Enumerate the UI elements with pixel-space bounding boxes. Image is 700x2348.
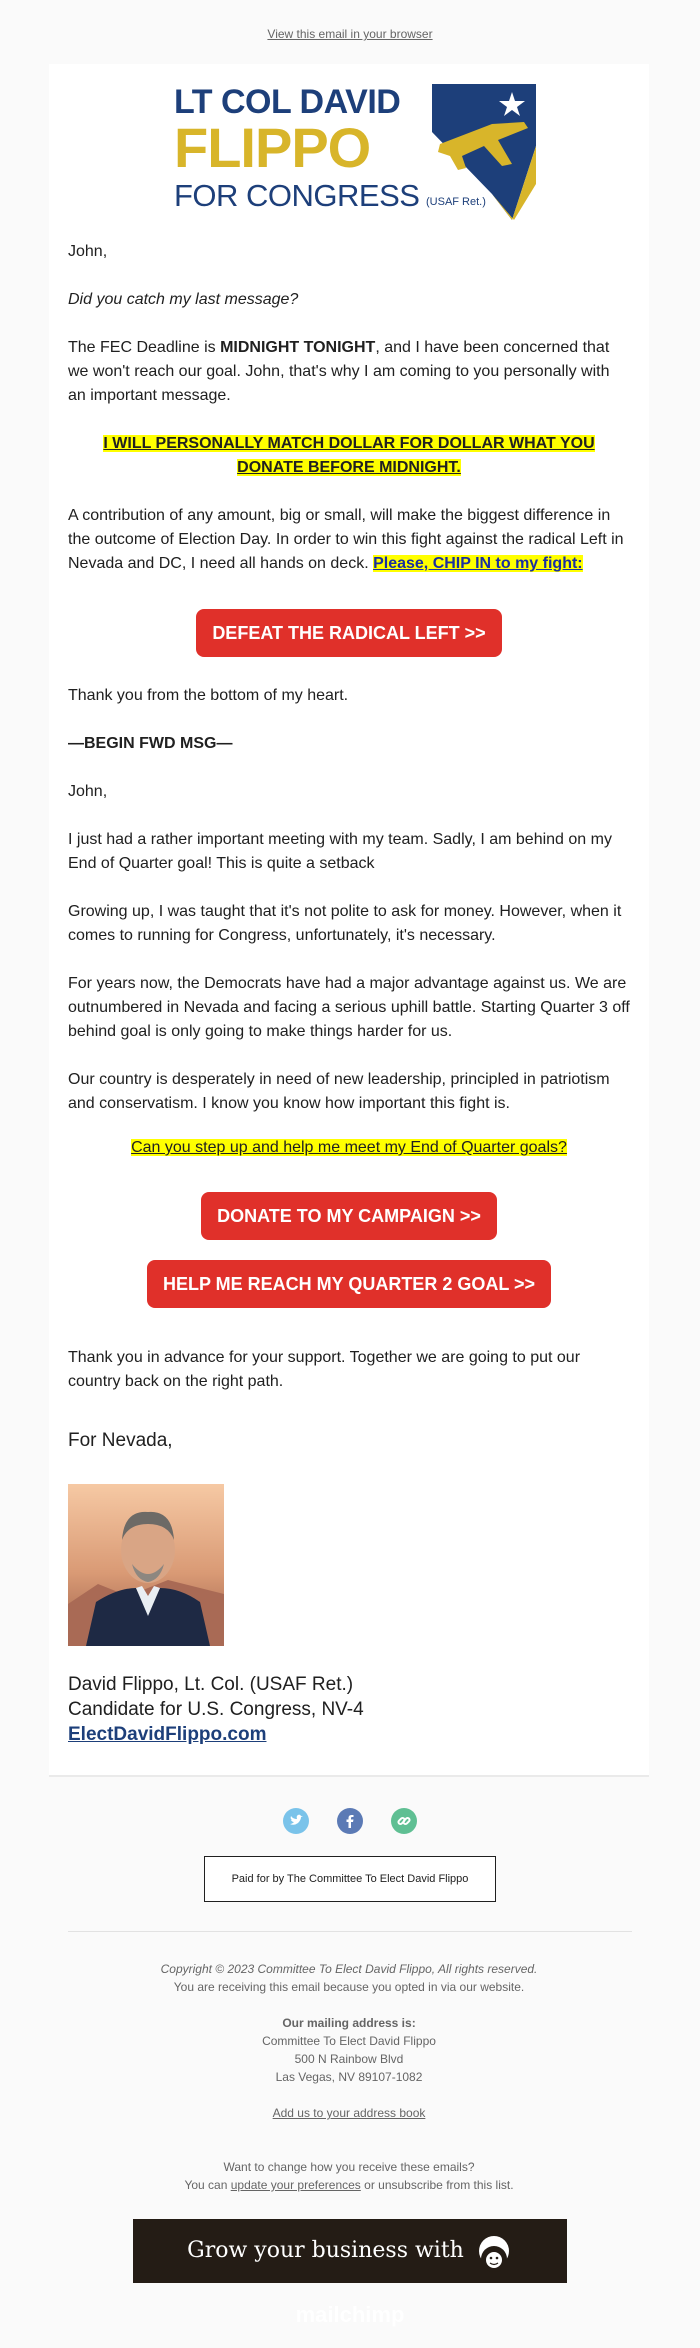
card-bottom-border [49, 1775, 649, 1777]
preheader [0, 0, 700, 63]
email-card [49, 64, 649, 1775]
greeting: John, [68, 243, 108, 260]
donate-campaign-button[interactable]: DONATE TO MY CAMPAIGN >> [201, 1192, 497, 1240]
campaign-website-link[interactable]: ElectDavidFlippo.com [68, 1724, 267, 1745]
advance-paragraph: Thank you in advance for your support. Together we are going to put our country back on the right path. [68, 1349, 581, 1390]
fec-deadline-paragraph [68, 336, 630, 408]
candidate-portrait [68, 1484, 224, 1646]
signature-website-paragraph [68, 1722, 630, 1747]
facebook-icon[interactable] [337, 1808, 363, 1834]
contribution-paragraph [68, 504, 630, 576]
meeting-paragraph: I just had a rather important meeting with my team. Sadly, I am behind on my End of Quarter goal! This is quite a setback [68, 831, 612, 872]
link-icon[interactable] [391, 1808, 417, 1834]
twitter-icon[interactable] [283, 1808, 309, 1834]
mailchimp-tagline: Grow your business with [187, 2238, 464, 2263]
fec-text-1: The FEC Deadline is [68, 339, 221, 356]
logo-suffix: (USAF Ret.) [426, 196, 486, 208]
paid-for-by-box: Paid for by The Committee To Elect David Flippo [204, 1856, 496, 1902]
address-line-1: Committee To Elect David Flippo [262, 2034, 436, 2048]
social-icons [0, 1808, 700, 1834]
match-paragraph [68, 432, 630, 480]
logo-line1: LT COL DAVID [174, 83, 401, 121]
quarter-2-goal-button[interactable]: HELP ME REACH MY QUARTER 2 GOAL >> [147, 1260, 551, 1308]
step-up-paragraph [68, 1136, 630, 1160]
greeting-2: John, [68, 783, 108, 800]
years-paragraph: For years now, the Democrats have had a major advantage against us. We are outnumbered in Nevada and facing a serious uphill battle. Starting Quarter 3 off behind goal is only going to make things harder for us. [68, 975, 630, 1040]
freddie-icon [479, 2236, 509, 2266]
change-prefs-text: Want to change how you receive these emails? [223, 2160, 475, 2174]
growing-paragraph: Growing up, I was taught that it's not polite to ask for money. However, when it comes to running for Congress, unfortunately, it's necessary. [68, 903, 622, 944]
campaign-logo [174, 84, 534, 224]
footer [49, 1960, 649, 2194]
step-up-link[interactable]: Can you step up and help me meet my End of Quarter goals? [131, 1139, 567, 1156]
preferences-line [49, 2176, 649, 2194]
update-preferences-link[interactable]: update your preferences [230, 2178, 361, 2192]
signature-title: Candidate for U.S. Congress, NV-4 [68, 1699, 364, 1720]
logo-line3: FOR CONGRESS [174, 178, 420, 213]
address-line-3: Las Vegas, NV 89107-1082 [275, 2070, 423, 2084]
mailchimp-brand: mailchimp [295, 2302, 405, 2327]
nevada-plane-icon [432, 84, 536, 220]
match-highlight: I WILL PERSONALLY MATCH DOLLAR FOR DOLLAR WHAT YOU DONATE BEFORE MIDNIGHT. [103, 435, 595, 476]
chip-in-link[interactable]: Please, CHIP IN to my fight: [373, 555, 583, 572]
opted-in-text: You are receiving this email because you opted in via our website. [173, 1980, 525, 1994]
defeat-radical-left-button[interactable]: DEFEAT THE RADICAL LEFT >> [196, 609, 502, 657]
unsubscribe-text: or unsubscribe from this list. [360, 2178, 514, 2192]
copyright-text: Copyright © 2023 Committee To Elect David Flippo, All rights reserved. [160, 1962, 538, 1976]
you-can-text: You can [184, 2178, 231, 2192]
footer-divider [68, 1931, 632, 1932]
for-nevada: For Nevada, [68, 1430, 173, 1451]
address-line-2: 500 N Rainbow Blvd [294, 2052, 404, 2066]
fwd-msg-header: —BEGIN FWD MSG— [68, 735, 233, 752]
fec-bold: MIDNIGHT TONIGHT [220, 339, 376, 356]
contribution-text: A contribution of any amount, big or small, will make the biggest difference in the outcome of Election Day. In order to win this fight against the radical Left in Nevada and DC, I need all hands on deck. [68, 507, 624, 572]
mailchimp-badge[interactable] [133, 2219, 567, 2327]
thank-you-heart: Thank you from the bottom of my heart. [68, 687, 349, 704]
signature-name: David Flippo, Lt. Col. (USAF Ret.) [68, 1674, 354, 1695]
mailing-address-label: Our mailing address is: [282, 2016, 416, 2030]
logo-line2: FLIPPO [174, 116, 371, 179]
view-in-browser-link[interactable]: View this email in your browser [267, 27, 433, 41]
address-book-link[interactable]: Add us to your address book [272, 2106, 426, 2120]
fec-text-2: , and I have been concerned that we won't reach our goal. John, that's why I am coming to you personally with an important message. [68, 339, 610, 404]
country-paragraph: Our country is desperately in need of new leadership, principled in patriotism and conservatism. I know you know how important this fight is. [68, 1071, 610, 1112]
did-you-catch-text: Did you catch my last message? [68, 291, 299, 308]
